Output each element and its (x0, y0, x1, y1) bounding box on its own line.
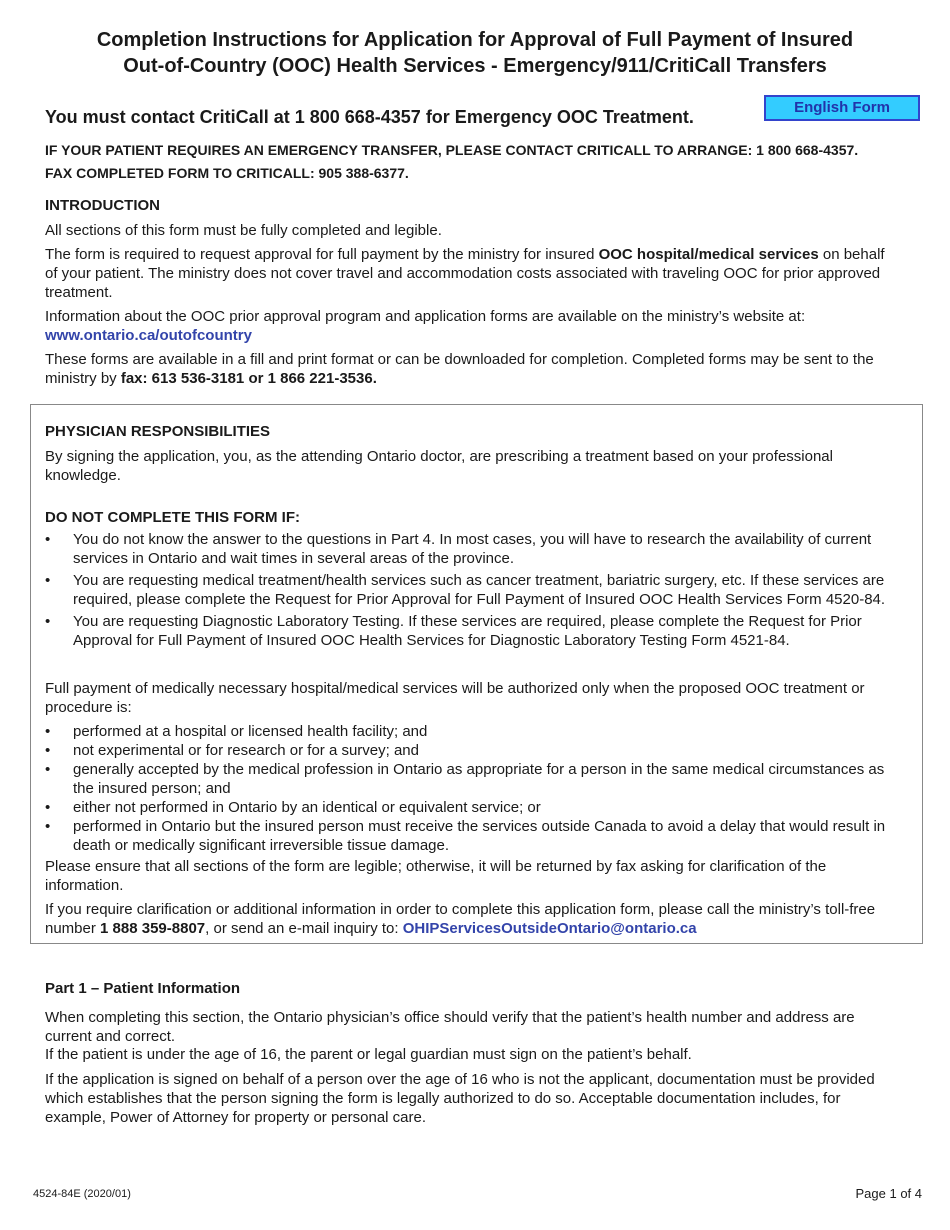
list-item: • either not performed in Ontario by an identical or equivalent service; or (45, 798, 900, 817)
ontario-outofcountry-link[interactable]: www.ontario.ca/outofcountry (45, 327, 252, 344)
emergency-transfer-notice: IF YOUR PATIENT REQUIRES AN EMERGENCY TRANSFER, PLEASE CONTACT CRITICALL TO ARRANGE: 1 800 668-4357. (45, 142, 859, 158)
criticall-contact-notice: You must contact CritiCall at 1 800 668-4357 for Emergency OOC Treatment. (45, 107, 694, 127)
toll-free-number: 1 888 359-8807 (100, 920, 206, 937)
list-item: • You are requesting medical treatment/health services such as cancer treatment, bariatric surgery, etc. If these services are required, please complete the Request for Prior Approval for Full Payment of Insured OOC Health Services Form 4520-84. (45, 571, 900, 609)
fax-numbers: fax: 613 536-3181 or 1 866 221-3536. (120, 370, 377, 387)
form-number: 4524-84E (2020/01) (33, 1188, 131, 1200)
physician-paragraph-1: By signing the application, you, as the attending Ontario doctor, are prescribing a treatment based on your professional knowledge. (45, 448, 833, 484)
clarification-paragraph: If you require clarification or additional information in order to complete this application form, please call the ministry’s toll-free number 1 888 359-8807, or send an e-mail inquiry to: OHIPServicesOutsideOntario@ontario.ca (45, 901, 876, 937)
list-item: • performed in Ontario but the insured person must receive the services outside Canada to avoid a delay that would result in death or medically significant irreversible tissue damage. (45, 817, 900, 855)
title-line-2: Out-of-Country (OOC) Health Services - Emergency/911/CritiCall Transfers (123, 55, 827, 77)
page-number: Page 1 of 4 (855, 1186, 922, 1201)
page-title (40, 27, 910, 79)
intro-paragraph-1: All sections of this form must be fully completed and legible. (45, 222, 442, 239)
ooc-services-bold: OOC hospital/medical services (598, 246, 819, 263)
part1-heading: Part 1 – Patient Information (45, 980, 241, 997)
intro-paragraph-2: The form is required to request approval for full payment by the ministry for insured OOC hospital/medical services on behalf of your patient. The ministry does not cover travel and accommodation costs associated with traveling OOC for prior approved treatment. (45, 246, 885, 301)
payment-criteria-list (45, 722, 900, 855)
list-item: • not experimental or for research or for a survey; and (45, 741, 900, 760)
part1-paragraph-3: If the application is signed on behalf of a person over the age of 16 who is not the applicant, documentation must be provided which establishes that the person signing the form is legally authorized to do so. Acceptable documentation includes, for example, Power of Attorney for property or personal care. (45, 1071, 875, 1126)
do-not-complete-heading: DO NOT COMPLETE THIS FORM IF: (45, 509, 300, 526)
list-item: • performed at a hospital or licensed health facility; and (45, 722, 900, 741)
physician-responsibilities-heading: PHYSICIAN RESPONSIBILITIES (45, 423, 271, 440)
ohip-email-link[interactable]: OHIPServicesOutsideOntario@ontario.ca (402, 920, 697, 937)
introduction-heading: INTRODUCTION (45, 197, 160, 214)
legible-note: Please ensure that all sections of the form are legible; otherwise, it will be returned by fax asking for clarification of the information. (45, 858, 827, 894)
list-item: • You are requesting Diagnostic Laboratory Testing. If these services are required, please complete the Request for Prior Approval for Full Payment of Insured OOC Health Services for Diagnostic Laboratory Testing Form 4521-84. (45, 612, 900, 650)
english-form-button[interactable]: English Form (764, 95, 920, 121)
part1-paragraph-1: When completing this section, the Ontario physician’s office should verify that the patient’s health number and address are current and correct. (45, 1009, 855, 1045)
list-item: • generally accepted by the medical profession in Ontario as appropriate for a person in the same medical circumstances as the insured person; and (45, 760, 900, 798)
title-line-1: Completion Instructions for Application for Approval of Full Payment of Insured (96, 29, 854, 51)
full-payment-intro: Full payment of medically necessary hospital/medical services will be authorized only when the proposed OOC treatment or procedure is: (45, 680, 865, 716)
fax-form-notice: FAX COMPLETED FORM TO CRITICALL: 905 388-6377. (45, 165, 409, 181)
intro-paragraph-4: These forms are available in a fill and print format or can be downloaded for completion. Completed forms may be sent to the ministry by fax: 613 536-3181 or 1 866 221-3536. (45, 351, 874, 387)
intro-paragraph-3: Information about the OOC prior approval program and application forms are available on the ministry’s website at: www.ontario.ca/outofcountry (45, 308, 806, 344)
do-not-complete-list (45, 530, 900, 653)
list-item: • You do not know the answer to the questions in Part 4. In most cases, you will have to research the availability of current services in Ontario and wait times in several areas of the province. (45, 530, 900, 568)
part1-paragraph-2: If the patient is under the age of 16, the parent or legal guardian must sign on the patient’s behalf. (45, 1046, 692, 1063)
